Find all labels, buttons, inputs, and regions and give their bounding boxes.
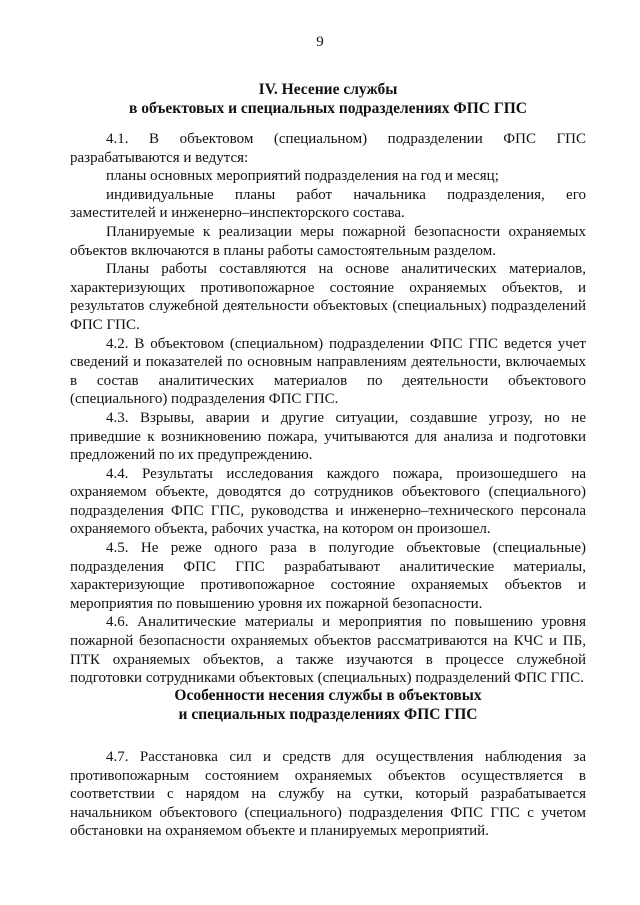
paragraph-fire-safety-measures: Планируемые к реализации меры пожарной безопасности охраняемых объектов включаются в планы работы самостоятельным разделом.: [70, 223, 586, 259]
subsection-heading-line1: Особенности несения службы в объектовых: [174, 687, 482, 704]
section-heading-line1: IV. Несение службы: [258, 81, 398, 98]
paragraph-4-6: 4.6. Аналитические материалы и мероприятия по повышению уровня пожарной безопасности охраняемых объектов рассматриваются на КЧС и ПБ, ПТК охраняемых объектов, а также изучаются в процессе служебной подготовки сотрудниками объектовых (специальных) подразделений ФПС ГПС.: [70, 614, 586, 687]
paragraph-plans-basis: Планы работы составляются на основе аналитических материалов, характеризующих противопожарное состояние охраняемых объектов, и результатов служебной деятельности объектовых (специальных) подразделений ФПС ГПС.: [70, 261, 586, 333]
section-heading-line2: в объектовых и специальных подразделениях ФПС ГПС: [129, 100, 527, 117]
paragraph-4-7: 4.7. Расстановка сил и средств для осуществления наблюдения за противопожарным состоянием охраняемых объектов осуществляется в соответствии с нарядом на службу на сутки, который разрабатывается начальником объектового (специального) подразделения ФПС ГПС с учетом обстановки на охраняемом объекте и планируемых мероприятий.: [70, 749, 586, 840]
paragraph-4-1: 4.1. В объектовом (специальном) подразделении ФПС ГПС разрабатываются и ведутся:: [70, 131, 586, 166]
section-heading: [70, 80, 586, 118]
paragraph-4-3: 4.3. Взрывы, аварии и другие ситуации, создавшие угрозу, но не приведшие к возникновению пожара, учитываются для анализа и подготовки предложений по их предупреждению.: [70, 409, 586, 464]
subsection-heading: [70, 686, 586, 724]
subsection-heading-line2: и специальных подразделениях ФПС ГПС: [178, 706, 478, 723]
paragraph-4-4: 4.4. Результаты исследования каждого пожара, произошедшего на охраняемом объекте, доводятся до сотрудников объектового (специального) подразделения ФПС ГПС, руководства и инженерно–технического персонала охраняемого объекта, рабочих участка, на котором он произошел.: [70, 465, 586, 538]
section-body: [70, 130, 586, 688]
page-number: 9: [316, 34, 324, 50]
list-item-plans-main: планы основных мероприятий подразделения на год и месяц;: [106, 168, 499, 185]
paragraph-4-2: 4.2. В объектовом (специальном) подразделении ФПС ГПС ведется учет сведений и показателей по основным направлениям деятельности, включаемых в состав аналитических материалов по деятельности объектового (специального) подразделения ФПС ГПС.: [70, 335, 586, 408]
subsection-body: [70, 748, 586, 841]
list-item-plans-individual: индивидуальные планы работ начальника подразделения, его заместителей и инженерно–инспекторского состава.: [70, 186, 586, 222]
paragraph-4-5: 4.5. Не реже одного раза в полугодие объектовые (специальные) подразделения ФПС ГПС разрабатывают аналитические материалы, характеризующие противопожарное состояние охраняемых объектов и мероприятия по повышению уровня их пожарной безопасности.: [70, 540, 586, 612]
